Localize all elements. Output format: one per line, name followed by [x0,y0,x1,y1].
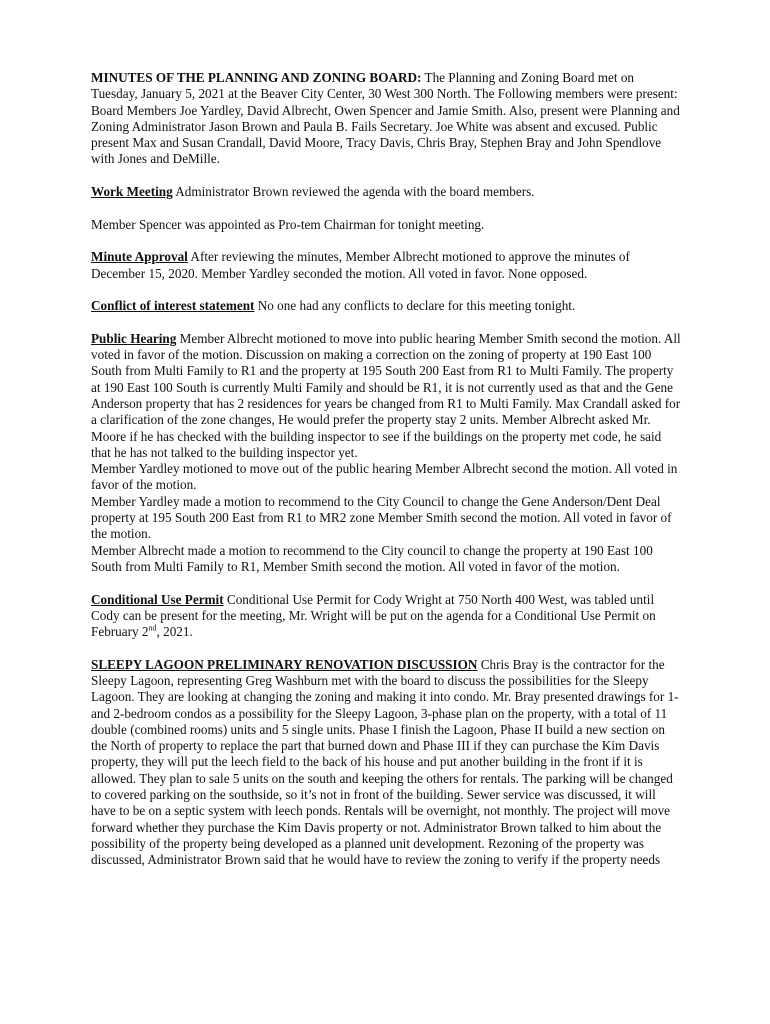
conditional-use-text: Conditional Use Permit for Cody Wright at 750 North 400 West, was tabled until Cody can be present for the meeting, Mr. Wright will be put on the agenda for a Conditional Use Permit on February 2 [91,591,656,640]
minute-approval-paragraph [91,249,683,282]
minutes-text: The Planning and Zoning Board met on Tuesday, January 5, 2021 at the Beaver City Center, 30 West 300 North. The Following members were present: Board Members Joe Yardley, David Albrecht, Owen Spencer and Jamie Smith. Also, present were Planning and Zoning Administrator Jason Brown and Paula B. Fails Secretary. Joe White was absent and excused. Public present Max and Susan Crandall, David Moore, Tracy Davis, Chris Bray, Stephen Bray and John Spendlove with Jones and DeMille. [91,70,680,167]
conflict-paragraph [91,298,683,314]
public-hearing-motion-out: Member Yardley motioned to move out of the public hearing Member Albrecht second the motion. All voted in favor of the motion. [91,461,678,493]
minutes-title: MINUTES OF THE PLANNING AND ZONING BOARD: [91,70,422,85]
ordinal-suffix: nd [148,623,157,633]
work-meeting-text: Administrator Brown reviewed the agenda with the board members. [172,184,535,200]
work-meeting-heading: Work Meeting [91,184,173,200]
public-hearing-motion-anderson: Member Yardley made a motion to recommend to the City Council to change the Gene Anderson/Dent Deal property at 195 South 200 East from R1 to MR2 zone Member Smith second the motion. All voted in favor of the motion. [91,493,672,542]
minute-approval-text: After reviewing the minutes, Member Albrecht motioned to approve the minutes of December 15, 2020. Member Yardley seconded the motion. All voted in favor. None opposed. [91,249,630,281]
minutes-paragraph [91,70,683,168]
sleepy-lagoon-paragraph [91,657,683,869]
sleepy-lagoon-text: Chris Bray is the contractor for the Sleepy Lagoon, representing Greg Washburn met with the board to discuss the possibilities for the Sleepy Lagoon. They are looking at changing the zoning and making it into condo. Mr. Bray presented drawings for 1- and 2-bedroom condos as a possibility for the Sleepy Lagoon, 3-phase plan on the property, with a total of 11 double (combined rooms) units and 5 single units. Phase I finish the Lagoon, Phase II build a new section on the North of property to replace the part that burned down and Phase III if they can purchase the Kim Davis property, they will put the leech field to the back of his house and put another building in the front if it is allowed. They plan to sale 5 units on the south and keeping the others for rentals. The parking will be changed to covered parking on the southside, so it’s not in front of the building. Sewer service was discussed, it will have to be on a septic system with leech ponds. Rentals will be overnight, not monthly. The project will move forward whether they purchase the Kim Davis property or not. Administrator Brown talked to him about the possibility of the property being developed as a planned unit development. Rezoning of the property was discussed, Administrator Brown said that he would have to review the zoning to verify if the property needs [91,656,679,868]
public-hearing-paragraph [91,331,683,461]
work-meeting-paragraph [91,184,683,200]
public-hearing-motion-190-east: Member Albrecht made a motion to recommend to the City council to change the property at 190 East 100 South from Multi Family to R1, Member Smith second the motion. All voted in favor of the motion. [91,542,653,574]
public-hearing-text: Member Albrecht motioned to move into public hearing Member Smith second the motion. All voted in favor of the motion. Discussion on making a correction on the zoning of property at 190 East 100 South from Multi Family to R1 and the property at 195 South 200 East from R1 to Multi Family. The property at 190 East 100 South is currently Multi Family and should be R1, it is not currently used as that and the Gene Anderson property that has 2 residences for years be changed from R1 to Multi Family. Max Crandall asked for a clarification of the zone changes, He would prefer the property stay 2 units. Member Albrecht asked Mr. Moore if he has checked with the building inspector to see if the buildings on the property met code, he said that he has not talked to the building inspector yet. [91,330,681,460]
pro-tem-paragraph: Member Spencer was appointed as Pro-tem Chairman for tonight meeting. [91,216,485,232]
public-hearing-heading: Public Hearing [91,330,177,346]
minute-approval-heading: Minute Approval [91,249,188,265]
conflict-text: No one had any conflicts to declare for this meeting tonight. [254,298,576,314]
document-page [91,70,683,885]
conditional-use-paragraph [91,592,683,641]
conditional-use-heading: Conditional Use Permit [91,591,224,607]
conditional-use-tail: , 2021. [156,624,193,640]
conflict-heading: Conflict of interest statement [91,298,255,314]
public-hearing-section [91,331,683,575]
sleepy-lagoon-heading: SLEEPY LAGOON PRELIMINARY RENOVATION DISCUSSION [91,656,478,672]
